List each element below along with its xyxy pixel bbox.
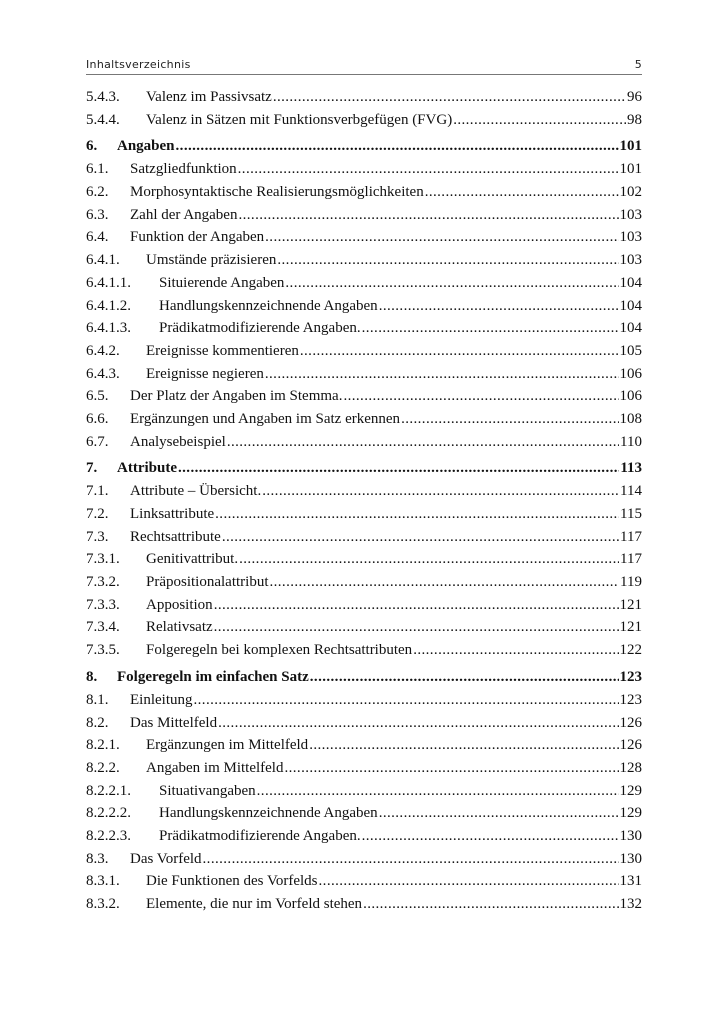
toc-entry-title: Ereignisse negieren [146,365,264,382]
toc-leader-dots [194,689,619,712]
toc-entry-number: 5.4.4. [86,111,120,128]
toc-entry-page: 106 [619,388,642,405]
toc-entry-page: 105 [619,342,642,359]
toc-entry-title: Genitivattribut. [146,551,239,568]
toc-entry-number: 8.2.2.3. [86,827,131,844]
toc-entry-page: 102 [619,184,642,201]
toc-entry[interactable] [86,734,642,757]
table-of-contents [86,86,642,916]
toc-entry-number: 7.3. [86,528,109,545]
toc-entry[interactable] [86,408,642,431]
toc-entry-number: 6.6. [86,410,109,427]
toc-entry[interactable] [86,548,642,571]
toc-leader-dots [273,86,626,109]
toc-entry-number: 6.4. [86,229,109,246]
toc-entry-number: 8.3.1. [86,873,120,890]
toc-entry-number: 7.3.5. [86,642,120,659]
toc-leader-dots [310,665,619,689]
toc-leader-dots [218,712,618,735]
toc-entry-page: 119 [620,574,642,591]
toc-entry-number: 8.2. [86,714,109,731]
toc-entry-page: 128 [619,759,642,776]
toc-entry-title: Situierende Angaben [159,274,285,291]
toc-leader-dots [265,363,619,386]
toc-entry-page: 96 [627,89,642,105]
toc-entry-title: Zahl der Angaben [130,206,238,223]
toc-entry-number: 7.3.3. [86,596,120,613]
header-page-number: 5 [634,58,642,71]
toc-entry-number: 7.3.4. [86,619,120,636]
toc-chapter-entry[interactable] [86,456,642,480]
toc-entry[interactable] [86,158,642,181]
toc-entry-number: 8.2.2.1. [86,782,131,799]
toc-leader-dots [413,639,618,662]
toc-entry-title: Prädikatmodifizierende Angaben. [159,827,361,844]
toc-entry-page: 101 [619,138,642,155]
toc-leader-dots [238,158,619,181]
toc-entry-number: 7.2. [86,506,109,522]
toc-entry-number: 6.4.2. [86,342,120,359]
toc-entry-page: 117 [620,551,642,568]
toc-entry-number: 6.4.3. [86,365,120,382]
toc-entry[interactable] [86,712,642,735]
toc-entry[interactable] [86,870,642,893]
toc-entry-title: Die Funktionen des Vorfelds [146,873,318,890]
toc-entry-title: Handlungskennzeichnende Angaben [159,805,378,822]
toc-entry-number: 8.3. [86,850,109,867]
toc-leader-dots [309,734,618,757]
toc-entry-page: 131 [619,873,642,890]
toc-entry-title: Folgeregeln im einfachen Satz [117,668,309,685]
toc-entry-title: Ergänzungen im Mittelfeld [146,737,309,754]
toc-entry-title: Valenz im Passivsatz [146,89,272,105]
toc-leader-dots [214,594,619,617]
toc-entry-page: 121 [619,619,642,636]
toc-entry-title: Rechtsattribute [130,528,221,545]
toc-entry-title: Ergänzungen und Angaben im Satz erkennen [130,410,401,427]
toc-entry-number: 6.7. [86,433,109,450]
toc-entry-number: 6.1. [86,161,109,178]
toc-chapter-entry[interactable] [86,665,642,689]
toc-entry-page: 130 [619,827,642,844]
header-title: Inhaltsverzeichnis [86,58,191,71]
toc-entry-page: 104 [619,297,642,314]
toc-entry-number: 6.5. [86,388,109,405]
toc-leader-dots [214,616,619,639]
toc-entry-page: 103 [619,229,642,246]
toc-entry[interactable] [86,226,642,249]
toc-entry-title: Prädikatmodifizierende Angaben. [159,320,361,337]
toc-leader-dots [343,385,618,408]
toc-entry-page: 117 [620,528,642,545]
toc-entry[interactable] [86,249,642,272]
toc-entry-number: 8. [86,668,98,685]
toc-entry-page: 123 [619,668,642,685]
toc-entry-title: Der Platz der Angaben im Stemma. [130,388,343,405]
toc-leader-dots [262,480,619,503]
toc-leader-dots [284,757,618,780]
toc-leader-dots [319,870,619,893]
toc-entry-page: 121 [619,596,642,613]
toc-entry-title: Satzgliedfunktion [130,161,237,178]
toc-entry[interactable] [86,385,642,408]
toc-leader-dots [265,226,618,249]
toc-entry[interactable] [86,109,642,132]
toc-entry[interactable] [86,86,642,109]
toc-entry-number: 7.1. [86,483,109,500]
toc-entry[interactable] [86,340,642,363]
toc-entry[interactable] [86,526,642,549]
toc-leader-dots [176,134,619,158]
toc-entry-title: Situativangaben [159,782,256,799]
toc-entry-page: 106 [619,365,642,382]
toc-entry[interactable] [86,571,642,594]
toc-entry-title: Präpositionalattribut [146,574,269,591]
toc-entry-title: Morphosyntaktische Realisierungsmöglichkeiten [130,184,424,201]
toc-entry[interactable] [86,272,642,295]
toc-entry-title: Attribute [117,460,177,477]
toc-entry-page: 129 [619,805,642,822]
toc-entry-page: 132 [619,896,642,912]
toc-leader-dots [453,109,626,132]
toc-entry-title: Handlungskennzeichnende Angaben [159,297,378,314]
toc-leader-dots [362,825,619,848]
toc-leader-dots [269,571,619,594]
toc-leader-dots [239,548,619,571]
toc-entry-title: Relativsatz [146,619,213,636]
toc-leader-dots [363,893,618,916]
toc-entry-title: Elemente, die nur im Vorfeld stehen [146,896,363,912]
toc-entry-page: 114 [620,483,642,500]
toc-entry-page: 115 [620,506,642,522]
toc-entry-page: 122 [619,642,642,659]
toc-leader-dots [285,272,618,295]
toc-leader-dots [425,181,619,204]
toc-leader-dots [257,780,619,803]
toc-entry[interactable] [86,893,642,916]
toc-entry[interactable] [86,204,642,227]
toc-entry-title: Das Vorfeld [130,850,202,867]
toc-entry-page: 126 [619,714,642,731]
toc-entry-number: 6.4.1.1. [86,274,131,291]
toc-entry-number: 7.3.2. [86,574,120,591]
toc-entry[interactable] [86,780,642,803]
toc-entry[interactable] [86,689,642,712]
toc-entry-number: 8.3.2. [86,896,120,912]
toc-leader-dots [238,204,618,227]
toc-entry[interactable] [86,181,642,204]
toc-entry[interactable] [86,480,642,503]
toc-entry-title: Das Mittelfeld [130,714,218,731]
toc-entry[interactable] [86,616,642,639]
toc-entry-number: 8.2.2. [86,759,120,776]
toc-entry-title: Attribute – Übersicht. [130,483,262,500]
toc-entry-number: 6.2. [86,184,109,201]
toc-leader-dots [215,503,619,526]
toc-entry-page: 98 [627,111,642,128]
toc-entry[interactable] [86,363,642,386]
toc-leader-dots [227,431,619,454]
toc-entry-page: 130 [619,850,642,867]
toc-entry-page: 104 [619,320,642,337]
toc-leader-dots [401,408,618,431]
toc-entry-title: Folgeregeln bei komplexen Rechtsattributen [146,642,413,659]
toc-entry-title: Angaben [117,138,175,155]
toc-entry-title: Funktion der Angaben [130,229,265,246]
toc-entry[interactable] [86,503,642,526]
toc-entry-number: 6.3. [86,206,109,223]
toc-entry-title: Analysebeispiel [130,433,226,450]
toc-entry-page: 126 [619,737,642,754]
toc-chapter-entry[interactable] [86,134,642,158]
toc-entry-page: 101 [619,161,642,178]
toc-leader-dots [379,802,619,825]
toc-entry-number: 6. [86,138,98,155]
toc-entry-title: Apposition [146,596,213,613]
toc-entry[interactable] [86,802,642,825]
toc-entry-number: 8.1. [86,691,109,708]
toc-entry[interactable] [86,317,642,340]
toc-entry-number: 6.4.1.3. [86,320,131,337]
running-header [86,58,642,75]
toc-entry-page: 123 [619,691,642,708]
toc-entry-title: Ereignisse kommentieren [146,342,299,359]
toc-entry-title: Einleitung [130,691,193,708]
toc-entry-title: Angaben im Mittelfeld [146,759,284,776]
toc-leader-dots [379,295,619,318]
toc-entry[interactable] [86,757,642,780]
toc-entry[interactable] [86,639,642,662]
toc-entry-number: 5.4.3. [86,89,120,105]
toc-entry-page: 113 [620,460,642,477]
toc-entry-number: 6.4.1. [86,252,120,269]
toc-entry-title: Linksattribute [130,506,215,522]
toc-leader-dots [300,340,619,363]
toc-entry-title: Umstände präzisieren [146,252,277,269]
toc-entry[interactable] [86,848,642,871]
toc-entry-number: 7.3.1. [86,551,120,568]
toc-entry-page: 108 [619,410,642,427]
toc-entry[interactable] [86,594,642,617]
toc-leader-dots [222,526,619,549]
toc-entry-page: 103 [619,252,642,269]
toc-entry-number: 8.2.1. [86,737,120,754]
toc-entry-number: 6.4.1.2. [86,297,131,314]
toc-entry-title: Valenz in Sätzen mit Funktionsverbgefügen (FVG) [146,111,453,128]
toc-leader-dots [362,317,619,340]
toc-entry-number: 7. [86,460,98,477]
toc-entry-page: 104 [619,274,642,291]
toc-leader-dots [178,456,619,480]
toc-entry[interactable] [86,295,642,318]
toc-entry[interactable] [86,825,642,848]
toc-entry-number: 8.2.2.2. [86,805,131,822]
toc-leader-dots [203,848,619,871]
toc-entry-page: 103 [619,206,642,223]
toc-entry-page: 110 [620,433,642,450]
toc-entry-page: 129 [619,782,642,799]
toc-entry[interactable] [86,431,642,454]
toc-leader-dots [277,249,618,272]
